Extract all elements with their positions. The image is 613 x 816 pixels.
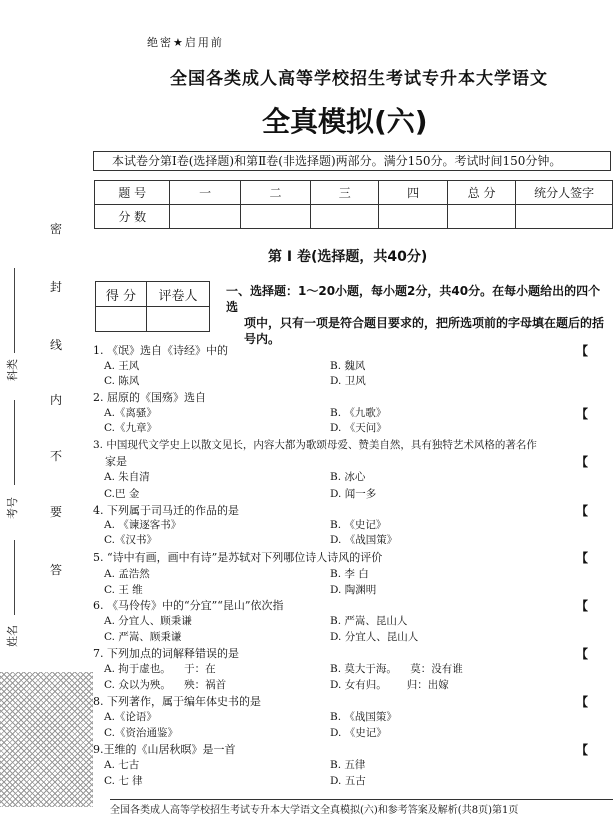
option-c[interactable]: C.《九章》 [104, 422, 157, 434]
option-c[interactable]: C. 陈风 [104, 375, 140, 387]
page-title: 全真模拟(六) [262, 105, 428, 138]
top-secret-label: 绝密★启用前 [147, 36, 224, 49]
score-input-cell[interactable] [447, 205, 516, 229]
option-d[interactable]: D. 闻一多 [330, 488, 377, 500]
question-stem: 7. 下列加点的词解释错误的是 [93, 647, 239, 660]
question-stem: 6. 《马伶传》中的“分宜”“昆山”依次指 [93, 599, 284, 612]
option-c[interactable]: C. 王 维 [104, 584, 143, 596]
grader-score-input[interactable] [96, 307, 147, 332]
option-d[interactable]: D. 分宜人、昆山人 [330, 631, 419, 643]
score-cell: 总 分 [447, 181, 516, 205]
binding-char: 封 [50, 280, 63, 294]
score-table-header-row [95, 181, 613, 205]
option-d[interactable]: D. 陶渊明 [330, 584, 377, 596]
binding-char: 密 [50, 222, 63, 236]
answer-bracket[interactable]: 【 [576, 407, 589, 421]
answer-bracket[interactable]: 【 [576, 344, 589, 358]
score-cell: 一 [170, 181, 240, 205]
score-cell: 四 [379, 181, 447, 205]
score-row-label: 分 数 [95, 205, 170, 229]
score-input-cell[interactable] [311, 205, 379, 229]
exam-name: 全国各类成人高等学校招生考试专升本大学语文 [170, 69, 548, 89]
option-b[interactable]: B. 五律 [330, 759, 366, 771]
option-d[interactable]: D. 《史记》 [330, 727, 387, 739]
option-d[interactable]: D. 五古 [330, 775, 366, 787]
option-a[interactable]: A. 王风 [104, 360, 140, 372]
option-c[interactable]: C. 严嵩、顾秉谦 [104, 631, 182, 643]
option-b[interactable]: B. 冰心 [330, 471, 366, 483]
answer-bracket[interactable]: 【 [576, 695, 589, 709]
answer-bracket[interactable]: 【 [576, 743, 589, 757]
answer-bracket[interactable]: 【 [576, 455, 589, 469]
option-c[interactable]: C.《汉书》 [104, 534, 157, 546]
score-table-score-row [95, 205, 613, 229]
option-b[interactable]: B. 李 白 [330, 568, 369, 580]
score-table [94, 180, 613, 229]
option-a[interactable]: A.《离骚》 [104, 407, 157, 419]
subject-write-line[interactable] [14, 268, 15, 353]
score-input-cell[interactable] [170, 205, 240, 229]
question-stem: 2. 屈原的《国殇》选自 [93, 391, 206, 404]
question-stem: 4. 下列属于司马迁的作品的是 [93, 504, 239, 517]
answer-bracket[interactable]: 【 [576, 599, 589, 613]
score-input-cell[interactable] [240, 205, 310, 229]
binding-char: 答 [50, 563, 63, 577]
score-cell: 统分人签字 [516, 181, 613, 205]
option-b[interactable]: B. 严嵩、昆山人 [330, 615, 408, 627]
option-a[interactable]: A. 朱自清 [104, 471, 150, 483]
question-stem: 1. 《氓》选自《诗经》中的 [93, 344, 228, 357]
option-d[interactable]: D. 卫风 [330, 375, 366, 387]
question-stem-cont: 家是 [105, 455, 127, 468]
binding-char: 内 [50, 393, 63, 407]
score-input-cell[interactable] [379, 205, 447, 229]
option-c[interactable]: C.《资治通鉴》 [104, 727, 178, 739]
option-a[interactable]: A. 孟浩然 [104, 568, 150, 580]
option-a[interactable]: A.《论语》 [104, 711, 157, 723]
option-a[interactable]: A. 《谏逐客书》 [104, 519, 182, 531]
option-b[interactable]: B. 魏风 [330, 360, 366, 372]
answer-bracket[interactable]: 【 [576, 504, 589, 518]
name-label: 姓名 [6, 625, 19, 647]
subject-label: 科类 [6, 359, 19, 381]
answer-bracket[interactable]: 【 [576, 551, 589, 565]
name-write-line[interactable] [14, 540, 15, 615]
grader-name-input[interactable] [147, 307, 210, 332]
score-input-cell[interactable] [516, 205, 613, 229]
part-instructions [226, 283, 611, 347]
option-b[interactable]: B. 《九歌》 [330, 407, 387, 419]
option-d[interactable]: D. 《战国策》 [330, 534, 398, 546]
grader-score-label: 得 分 [96, 282, 147, 307]
part-intro-line: 项中，只有一项是符合题目要求的，把所选项前的字母填在题后的括 [244, 316, 605, 330]
question-stem: 9.王维的《山居秋暝》是一首 [93, 743, 236, 756]
binding-char: 不 [50, 449, 63, 463]
binding-char: 线 [50, 338, 63, 352]
option-a[interactable]: A. 七古 [104, 759, 140, 771]
option-c[interactable]: C. 七 律 [104, 775, 143, 787]
option-b[interactable]: B. 莫大于海。 莫：没有谁 [330, 663, 463, 675]
question-stem: 8. 下列著作，属于编年体史书的是 [93, 695, 261, 708]
exam-no-label: 考号 [6, 497, 19, 519]
part-intro-line: 号内。 [244, 332, 281, 346]
score-cell: 二 [240, 181, 310, 205]
hatched-margin [0, 672, 93, 807]
grader-table [95, 281, 210, 332]
option-a[interactable]: A. 拘于虚也。 于：在 [104, 663, 216, 675]
grader-name-label: 评卷人 [147, 282, 210, 307]
option-b[interactable]: B. 《史记》 [330, 519, 387, 531]
question-stem: 3. 中国现代文学史上以散文见长，内容大都为歌颂母爱、赞美自然，具有独特艺术风格的著名作 [93, 439, 537, 451]
option-c[interactable]: C. 众以为殃。 殃：祸首 [104, 679, 227, 691]
page-footer: 全国各类成人高等学校招生考试专升本大学语文全真模拟(六)和参考答案及解析(共8页)第1页 [110, 799, 613, 816]
exam-no-write-line[interactable] [14, 400, 15, 485]
score-cell: 三 [311, 181, 379, 205]
answer-bracket[interactable]: 【 [576, 647, 589, 661]
option-b[interactable]: B. 《战国策》 [330, 711, 397, 723]
section-heading: 第 Ⅰ 卷(选择题，共40分) [268, 249, 428, 265]
binding-char: 要 [50, 505, 63, 519]
question-stem: 5. “诗中有画，画中有诗”是苏轼对下列哪位诗人诗风的评价 [93, 551, 383, 564]
option-a[interactable]: A. 分宜人、顾秉谦 [104, 615, 192, 627]
option-d[interactable]: D. 女有归。 归：出嫁 [330, 679, 449, 691]
exam-instructions: 本试卷分第Ⅰ卷(选择题)和第Ⅱ卷(非选择题)两部分。满分150分。考试时间150分钟。 [93, 151, 611, 171]
option-d[interactable]: D. 《天问》 [330, 422, 387, 434]
option-c[interactable]: C.巴 金 [104, 488, 140, 500]
part-intro-line: 一、选择题：1～20小题，每小题2分，共40分。在每小题给出的四个选 [226, 284, 601, 314]
score-cell: 题 号 [95, 181, 170, 205]
